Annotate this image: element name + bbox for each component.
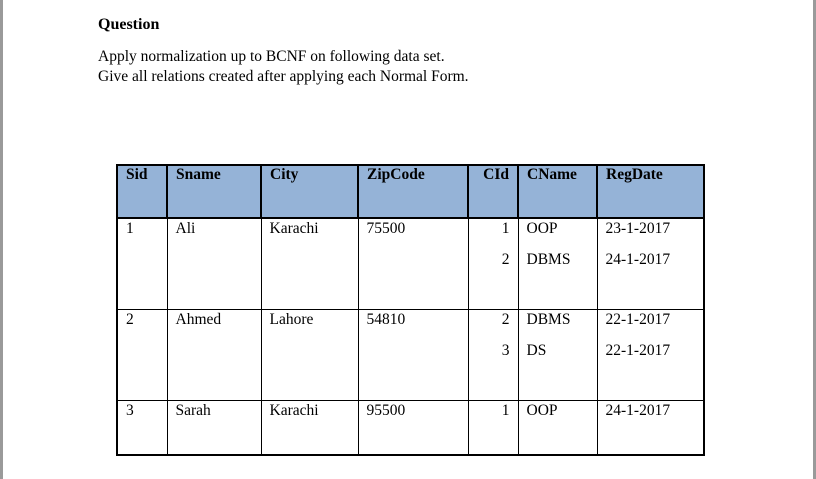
- cid-value: 3: [501, 341, 510, 359]
- header-sid: Sid: [117, 165, 167, 218]
- header-sname: Sname: [167, 165, 261, 218]
- regdate-value: 22-1-2017: [605, 341, 671, 359]
- cell-sid: 2: [117, 309, 167, 400]
- cid-value: 2: [501, 310, 510, 328]
- cell-sname: Ahmed: [167, 309, 261, 400]
- cell-cname: [518, 309, 597, 400]
- cname-value: DBMS: [526, 251, 571, 268]
- cname-value: OOP: [526, 401, 558, 419]
- table-row: [117, 309, 704, 400]
- cell-regdate: [597, 218, 704, 309]
- cell-city: Lahore: [261, 309, 358, 400]
- cell-zipcode: 95500: [358, 400, 468, 455]
- table-row: [117, 218, 704, 309]
- header-cid: CId: [468, 165, 518, 218]
- cell-zipcode: 75500: [358, 218, 468, 309]
- cell-sid: 3: [117, 400, 167, 455]
- cell-city: Karachi: [261, 400, 358, 455]
- regdate-value: 24-1-2017: [605, 251, 671, 268]
- header-regdate: RegDate: [597, 165, 704, 218]
- cell-regdate: [597, 309, 704, 400]
- cell-cid: [468, 309, 518, 400]
- student-course-table: [116, 164, 705, 456]
- cname-value: DS: [526, 341, 547, 359]
- table-header-row: [117, 165, 704, 218]
- regdate-value: 24-1-2017: [605, 401, 671, 419]
- question-line-2: Give all relations created after applying each Normal Form.: [98, 68, 469, 85]
- header-cname: CName: [518, 165, 597, 218]
- cell-city: Karachi: [261, 218, 358, 309]
- cid-value: 1: [501, 401, 510, 419]
- cid-value: 2: [501, 251, 510, 268]
- cname-value: OOP: [526, 220, 558, 237]
- cell-cname: [518, 400, 597, 455]
- cid-value: 1: [501, 220, 510, 237]
- header-zipcode: ZipCode: [358, 165, 468, 218]
- cell-sname: Sarah: [167, 400, 261, 455]
- cell-regdate: [597, 400, 704, 455]
- cell-cid: [468, 218, 518, 309]
- cell-zipcode: 54810: [358, 309, 468, 400]
- question-heading: Question: [98, 16, 160, 33]
- regdate-value: 22-1-2017: [605, 310, 671, 328]
- cell-sid: 1: [117, 218, 167, 309]
- regdate-value: 23-1-2017: [605, 220, 671, 237]
- table-row: [117, 400, 704, 455]
- cell-sname: Ali: [167, 218, 261, 309]
- cell-cid: [468, 400, 518, 455]
- page-left-edge: [0, 0, 3, 479]
- cell-cname: [518, 218, 597, 309]
- question-line-1: Apply normalization up to BCNF on following data set.: [98, 48, 445, 65]
- header-city: City: [261, 165, 358, 218]
- cname-value: DBMS: [526, 310, 571, 328]
